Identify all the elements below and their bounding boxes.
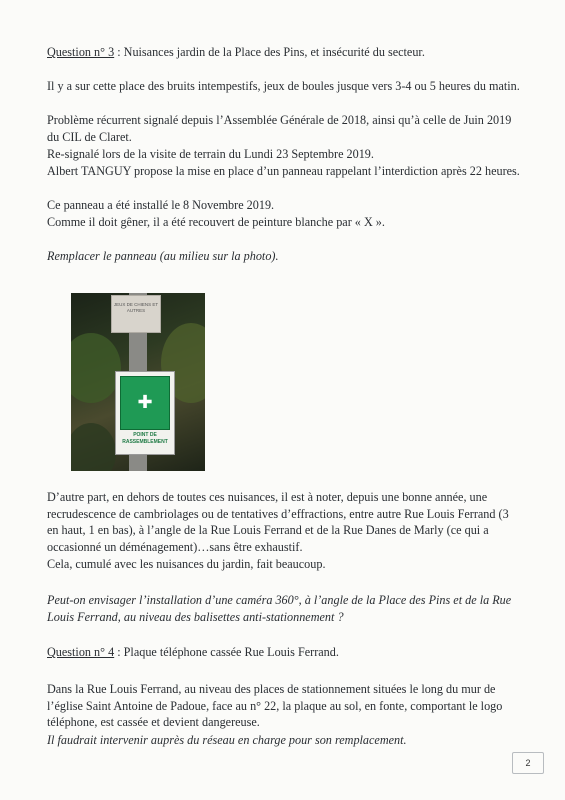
question-3-heading <box>47 44 522 61</box>
page-number: 2 <box>512 752 544 774</box>
q4-request: Il faudrait intervenir auprès du réseau en charge pour son remplacement. <box>47 733 407 747</box>
other-paragraph-burglaries: D’autre part, en dehors de toutes ces nuisances, il est à noter, depuis une bonne année, une recrudescence de cambriolages ou de tentatives d’effractions, entre autre Rue Louis Ferrand (3 en haut, 1 en bas), à l’angle de la Rue Louis Ferrand et de la Rue Danes de Marly (ce qui a occasionné un déménagement)…sans être exhaustif. <box>47 490 509 554</box>
painted-sign: JEUX DE CHIENS ET AUTRES <box>111 295 161 333</box>
q3-paragraph-noise: Il y a sur cette place des bruits intempestifs, jeux de boules jusque vers 3-4 ou 5 heures du matin. <box>47 79 520 93</box>
q3-request: Remplacer le panneau (au milieu sur la photo). <box>47 249 279 263</box>
question-4-title: : Plaque téléphone cassée Rue Louis Ferrand. <box>114 645 339 659</box>
question-3-title: : Nuisances jardin de la Place des Pins, et insécurité du secteur. <box>114 45 425 59</box>
assembly-point-sign <box>115 371 175 455</box>
people-icon: ✚ <box>137 392 153 413</box>
q4-paragraph-plate: Dans la Rue Louis Ferrand, au niveau des places de stationnement situées le long du mur de l’église Saint Antoine de Padoue, face au n° 22, la plaque au sol, en fonte, comportant le logo téléphone, est cassée et devient dangereuse. <box>47 682 503 730</box>
other-request-camera: Peut-on envisager l’installation d’une caméra 360°, à l’angle de la Place des Pins et de la Rue Louis Ferrand, au niveau des balisettes anti-stationnement ? <box>47 593 512 624</box>
q3-paragraph-recurrent: Problème récurrent signalé depuis l’Assemblée Générale de 2018, ainsi qu’à celle de Juin 2019 du CIL de Claret. <box>47 113 512 144</box>
q3-paragraph-painted: Comme il doit gêner, il a été recouvert de peinture blanche par « X ». <box>47 215 385 229</box>
question-3-label: Question n° 3 <box>47 45 115 59</box>
assembly-point-label: POINT DE RASSEMBLEMENT <box>122 432 168 445</box>
other-paragraph-cumulated: Cela, cumulé avec les nuisances du jardin, fait beaucoup. <box>47 557 326 571</box>
question-4-heading <box>47 644 522 661</box>
question-4-label: Question n° 4 <box>47 645 115 659</box>
q3-paragraph-resignaled: Re-signalé lors de la visite de terrain du Lundi 23 Septembre 2019. <box>47 147 374 161</box>
q3-paragraph-proposal: Albert TANGUY propose la mise en place d’un panneau rappelant l’interdiction après 22 heures. <box>47 164 520 178</box>
assembly-point-symbol <box>120 376 170 430</box>
q3-paragraph-installed: Ce panneau a été installé le 8 Novembre 2019. <box>47 198 275 212</box>
sign-photo <box>71 293 205 471</box>
